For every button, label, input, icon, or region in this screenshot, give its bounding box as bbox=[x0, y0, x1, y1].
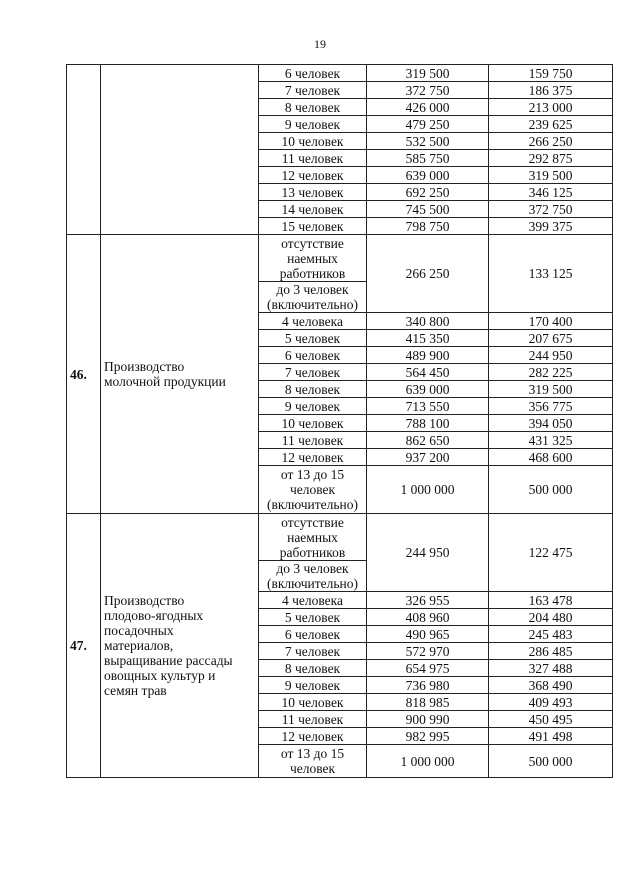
up-to-3-line: (включительно) bbox=[266, 576, 358, 591]
workers-cell: 15 человек bbox=[259, 218, 367, 235]
workers-line: от 13 до 15 bbox=[280, 746, 345, 761]
amount-cell: 368 490 bbox=[489, 677, 613, 694]
amount-cell: 266 250 bbox=[489, 133, 613, 150]
workers-cell: 9 человек bbox=[259, 116, 367, 133]
amount-cell: 399 375 bbox=[489, 218, 613, 235]
amount-cell: 213 000 bbox=[489, 99, 613, 116]
workers-cell: 6 человек bbox=[259, 347, 367, 364]
workers-cell: 12 человек bbox=[259, 167, 367, 184]
activity-name-line: посадочных bbox=[104, 623, 174, 638]
page-number: 19 bbox=[314, 37, 326, 51]
workers-cell bbox=[259, 466, 367, 514]
activity-name-line: семян трав bbox=[104, 683, 167, 698]
amount-cell: 244 950 bbox=[489, 347, 613, 364]
workers-cell: 11 человек bbox=[259, 432, 367, 449]
amount-cell: 532 500 bbox=[367, 133, 489, 150]
amount-cell: 346 125 bbox=[489, 184, 613, 201]
up-to-3-label bbox=[259, 281, 366, 312]
workers-cell: 7 человек bbox=[259, 643, 367, 660]
table-row bbox=[67, 65, 613, 82]
activity-name-line: овощных культур и bbox=[104, 668, 216, 683]
amount-cell: 415 350 bbox=[367, 330, 489, 347]
no-workers-line: наемных bbox=[287, 530, 338, 545]
amount-cell: 186 375 bbox=[489, 82, 613, 99]
amount-cell: 319 500 bbox=[367, 65, 489, 82]
amount-cell: 244 950 bbox=[367, 514, 489, 592]
amount-cell: 426 000 bbox=[367, 99, 489, 116]
no-workers-line: отсутствие bbox=[281, 236, 344, 251]
activity-name-line: Производство bbox=[104, 359, 185, 374]
amount-cell: 585 750 bbox=[367, 150, 489, 167]
amount-cell: 654 975 bbox=[367, 660, 489, 677]
workers-cell bbox=[259, 745, 367, 778]
amount-cell: 500 000 bbox=[489, 466, 613, 514]
amount-cell: 736 980 bbox=[367, 677, 489, 694]
workers-cell: 12 человек bbox=[259, 449, 367, 466]
amount-cell: 713 550 bbox=[367, 398, 489, 415]
amount-cell: 491 498 bbox=[489, 728, 613, 745]
activity-name-line: молочной продукции bbox=[104, 374, 226, 389]
workers-cell: 8 человек bbox=[259, 99, 367, 116]
amount-cell: 159 750 bbox=[489, 65, 613, 82]
amount-cell: 745 500 bbox=[367, 201, 489, 218]
workers-cell: 6 человек bbox=[259, 626, 367, 643]
table-row bbox=[67, 235, 613, 313]
amount-cell: 500 000 bbox=[489, 745, 613, 778]
workers-cell: 8 человек bbox=[259, 660, 367, 677]
no-workers-line: работников bbox=[279, 545, 346, 560]
amount-cell: 408 960 bbox=[367, 609, 489, 626]
workers-cell: 11 человек bbox=[259, 150, 367, 167]
activity-name-line: плодово-ягодных bbox=[104, 608, 204, 623]
workers-cell: 7 человек bbox=[259, 82, 367, 99]
amount-cell: 489 900 bbox=[367, 347, 489, 364]
amount-cell: 862 650 bbox=[367, 432, 489, 449]
workers-cell: 10 человек bbox=[259, 694, 367, 711]
amount-cell: 409 493 bbox=[489, 694, 613, 711]
up-to-3-line: до 3 человек bbox=[276, 282, 349, 297]
row-number-cell: 47. bbox=[67, 514, 101, 778]
activity-name-line: выращивание рассады bbox=[104, 653, 233, 668]
amount-cell: 479 250 bbox=[367, 116, 489, 133]
workers-cell: 4 человека bbox=[259, 313, 367, 330]
workers-line: человек bbox=[289, 761, 336, 776]
amount-cell: 639 000 bbox=[367, 381, 489, 398]
amount-cell: 204 480 bbox=[489, 609, 613, 626]
amount-cell: 372 750 bbox=[489, 201, 613, 218]
row-number-cell bbox=[67, 65, 101, 235]
amount-cell: 372 750 bbox=[367, 82, 489, 99]
amount-cell: 286 485 bbox=[489, 643, 613, 660]
amount-cell: 1 000 000 bbox=[367, 745, 489, 778]
workers-cell bbox=[259, 514, 367, 592]
workers-cell: 10 человек bbox=[259, 133, 367, 150]
amount-cell: 692 250 bbox=[367, 184, 489, 201]
amount-cell: 319 500 bbox=[489, 381, 613, 398]
activity-name-line: материалов, bbox=[104, 638, 174, 653]
up-to-3-label bbox=[259, 560, 366, 591]
workers-cell bbox=[259, 235, 367, 313]
no-workers-label bbox=[261, 515, 364, 560]
amount-cell: 207 675 bbox=[489, 330, 613, 347]
workers-cell: 5 человек bbox=[259, 330, 367, 347]
workers-cell: 13 человек bbox=[259, 184, 367, 201]
amount-cell: 564 450 bbox=[367, 364, 489, 381]
workers-line: (включительно) bbox=[266, 497, 358, 512]
amount-cell: 431 325 bbox=[489, 432, 613, 449]
amount-cell: 319 500 bbox=[489, 167, 613, 184]
workers-line: от 13 до 15 bbox=[280, 467, 345, 482]
up-to-3-line: (включительно) bbox=[266, 297, 358, 312]
no-workers-line: наемных bbox=[287, 251, 338, 266]
amount-cell: 326 955 bbox=[367, 592, 489, 609]
workers-cell: 8 человек bbox=[259, 381, 367, 398]
amount-cell: 798 750 bbox=[367, 218, 489, 235]
workers-cell: 9 человек bbox=[259, 398, 367, 415]
activity-name-line: Производство bbox=[104, 593, 185, 608]
amount-cell: 788 100 bbox=[367, 415, 489, 432]
tax-rate-table bbox=[66, 64, 613, 778]
no-workers-line: работников bbox=[279, 266, 346, 281]
workers-cell: 9 человек bbox=[259, 677, 367, 694]
amount-cell: 340 800 bbox=[367, 313, 489, 330]
amount-cell: 394 050 bbox=[489, 415, 613, 432]
workers-line: человек bbox=[289, 482, 336, 497]
amount-cell: 133 125 bbox=[489, 235, 613, 313]
no-workers-label bbox=[261, 236, 364, 281]
amount-cell: 170 400 bbox=[489, 313, 613, 330]
amount-cell: 639 000 bbox=[367, 167, 489, 184]
row-number-cell: 46. bbox=[67, 235, 101, 514]
amount-cell: 450 495 bbox=[489, 711, 613, 728]
table-row bbox=[67, 514, 613, 592]
workers-cell: 5 человек bbox=[259, 609, 367, 626]
amount-cell: 245 483 bbox=[489, 626, 613, 643]
activity-name-cell bbox=[101, 235, 259, 514]
workers-cell: 12 человек bbox=[259, 728, 367, 745]
amount-cell: 122 475 bbox=[489, 514, 613, 592]
workers-cell: 7 человек bbox=[259, 364, 367, 381]
amount-cell: 282 225 bbox=[489, 364, 613, 381]
amount-cell: 468 600 bbox=[489, 449, 613, 466]
amount-cell: 937 200 bbox=[367, 449, 489, 466]
amount-cell: 163 478 bbox=[489, 592, 613, 609]
table-body bbox=[67, 65, 613, 778]
amount-cell: 239 625 bbox=[489, 116, 613, 133]
workers-cell: 11 человек bbox=[259, 711, 367, 728]
workers-cell: 4 человека bbox=[259, 592, 367, 609]
activity-name-cell bbox=[101, 65, 259, 235]
workers-cell: 14 человек bbox=[259, 201, 367, 218]
amount-cell: 900 990 bbox=[367, 711, 489, 728]
amount-cell: 327 488 bbox=[489, 660, 613, 677]
amount-cell: 982 995 bbox=[367, 728, 489, 745]
amount-cell: 490 965 bbox=[367, 626, 489, 643]
amount-cell: 818 985 bbox=[367, 694, 489, 711]
amount-cell: 292 875 bbox=[489, 150, 613, 167]
no-workers-line: отсутствие bbox=[281, 515, 344, 530]
workers-cell: 6 человек bbox=[259, 65, 367, 82]
amount-cell: 266 250 bbox=[367, 235, 489, 313]
amount-cell: 356 775 bbox=[489, 398, 613, 415]
workers-cell: 10 человек bbox=[259, 415, 367, 432]
activity-name-cell bbox=[101, 514, 259, 778]
amount-cell: 1 000 000 bbox=[367, 466, 489, 514]
up-to-3-line: до 3 человек bbox=[276, 561, 349, 576]
amount-cell: 572 970 bbox=[367, 643, 489, 660]
